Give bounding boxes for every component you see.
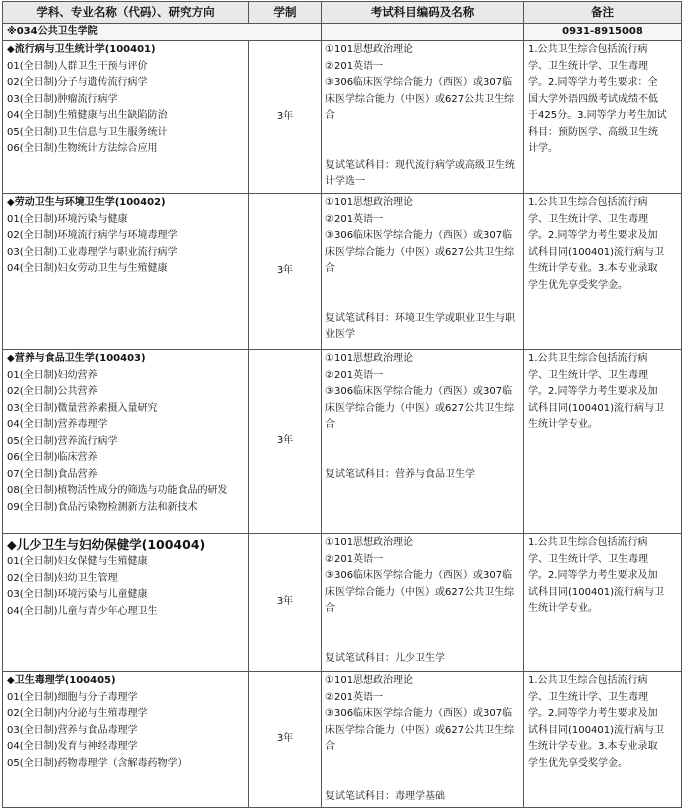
- exam-subjects-cell: [322, 194, 524, 350]
- major-cell: [3, 534, 249, 672]
- direction-item: 01(全日制)环境污染与健康: [7, 213, 128, 225]
- major-row: [3, 350, 682, 534]
- exam-subject: ③306临床医学综合能力（西医）或307临床医学综合能力（中医）或627公共卫生综合: [325, 230, 515, 274]
- exam-subject: ②201英语一: [325, 60, 384, 72]
- header-row: [3, 2, 682, 24]
- retest-subject: 复试笔试科目：儿少卫生学: [325, 652, 445, 664]
- exam-subject: ①101思想政治理论: [325, 44, 414, 55]
- spacer: [325, 125, 519, 158]
- exam-subject: ②201英语一: [325, 553, 384, 565]
- direction-item: 05(全日制)药物毒理学（含解毒药物学）: [7, 757, 188, 769]
- direction-item: 04(全日制)生殖健康与出生缺陷防治: [7, 110, 168, 121]
- direction-item: 01(全日制)人群卫生干预与评价: [7, 60, 148, 72]
- major-title: ◆营养与食品卫生学(100403): [7, 353, 146, 364]
- direction-item: 05(全日制)营养流行病学: [7, 435, 118, 447]
- exam-subjects-cell: [322, 41, 524, 194]
- duration-cell: 3年: [249, 350, 322, 534]
- exam-subjects-cell: [322, 350, 524, 534]
- direction-item: 02(全日制)分子与遗传流行病学: [7, 77, 148, 88]
- exam-subject: ③306临床医学综合能力（西医）或307临床医学综合能力（中医）或627公共卫生综合: [325, 386, 515, 430]
- notes-cell: 1.公共卫生综合包括流行病学、卫生统计学、卫生毒理学。2.同等学力考生要求及加试科目同(100401)流行病与卫生统计学专业。3.本专业录取学生优先享受奖学金。: [524, 672, 682, 808]
- direction-item: 06(全日制)生物统计方法综合应用: [7, 143, 158, 154]
- exam-subject: ②201英语一: [325, 213, 384, 225]
- major-cell: [3, 41, 249, 194]
- duration-cell: 3年: [249, 194, 322, 350]
- major-row: [3, 41, 682, 194]
- direction-item: 03(全日制)环境污染与儿童健康: [7, 589, 148, 600]
- header-duration: 学制: [249, 2, 322, 24]
- major-row: [3, 194, 682, 350]
- exam-subject: ③306临床医学综合能力（西医）或307临床医学综合能力（中医）或627公共卫生综合: [325, 708, 515, 752]
- direction-item: 05(全日制)卫生信息与卫生服务统计: [7, 126, 168, 138]
- direction-item: 07(全日制)食品营养: [7, 468, 98, 480]
- major-cell: [3, 672, 249, 808]
- direction-item: 02(全日制)公共营养: [7, 386, 98, 397]
- major-title: ◆劳动卫生与环境卫生学(100402): [7, 197, 166, 208]
- department-spacer: [322, 24, 524, 41]
- spacer: [325, 756, 519, 789]
- direction-item: 04(全日制)儿童与青少年心理卫生: [7, 605, 158, 617]
- duration-cell: 3年: [249, 534, 322, 672]
- department-phone: 0931-8915008: [524, 24, 682, 41]
- program-table: [2, 1, 682, 808]
- notes-cell: 1.公共卫生综合包括流行病学、卫生统计学、卫生毒理学。2.同等学力考生要求：全国大学外语四级考试成绩不低于425分。3.同等学力考生加试科目：预防医学、高级卫生统计学。: [524, 41, 682, 194]
- exam-subject: ③306临床医学综合能力（西医）或307临床医学综合能力（中医）或627公共卫生综合: [325, 77, 515, 121]
- direction-item: 03(全日制)营养与食品毒理学: [7, 724, 138, 736]
- spacer: [325, 278, 519, 311]
- notes-cell: 1.公共卫生综合包括流行病学、卫生统计学、卫生毒理学。2.同等学力考生要求及加试科目同(100401)流行病与卫生统计学专业。: [524, 350, 682, 534]
- direction-item: 01(全日制)妇女保健与生殖健康: [7, 556, 148, 567]
- spacer: [325, 434, 519, 467]
- duration-cell: 3年: [249, 41, 322, 194]
- exam-subjects-cell: [322, 534, 524, 672]
- exam-subject: ②201英语一: [325, 369, 384, 381]
- direction-item: 03(全日制)工业毒理学与职业流行病学: [7, 246, 178, 258]
- direction-item: 08(全日制)植物活性成分的筛选与功能食品的研发: [7, 485, 228, 496]
- header-notes: 备注: [524, 2, 682, 24]
- major-row: [3, 672, 682, 808]
- direction-item: 04(全日制)发育与神经毒理学: [7, 741, 138, 752]
- retest-subject: 复试笔试科目：环境卫生学或职业卫生与职业医学: [325, 312, 515, 340]
- duration-cell: 3年: [249, 672, 322, 808]
- spacer: [325, 618, 519, 651]
- exam-subject: ①101思想政治理论: [325, 353, 414, 364]
- exam-subject: ①101思想政治理论: [325, 675, 414, 686]
- notes-cell: 1.公共卫生综合包括流行病学、卫生统计学、卫生毒理学。2.同等学力考生要求及加试科目同(100401)流行病与卫生统计学专业。: [524, 534, 682, 672]
- major-cell: [3, 194, 249, 350]
- direction-item: 01(全日制)妇幼营养: [7, 369, 98, 381]
- direction-item: 02(全日制)内分泌与生殖毒理学: [7, 708, 148, 719]
- direction-item: 04(全日制)妇女劳动卫生与生殖健康: [7, 263, 168, 274]
- direction-item: 01(全日制)细胞与分子毒理学: [7, 691, 138, 703]
- major-row: [3, 534, 682, 672]
- exam-subjects-cell: [322, 672, 524, 808]
- exam-subject: ①101思想政治理论: [325, 537, 414, 548]
- direction-item: 04(全日制)营养毒理学: [7, 419, 108, 430]
- major-cell: [3, 350, 249, 534]
- retest-subject: 复试笔试科目：毒理学基础: [325, 790, 445, 802]
- direction-item: 03(全日制)肿瘤流行病学: [7, 93, 118, 105]
- major-title: ◆流行病与卫生统计学(100401): [7, 44, 156, 55]
- notes-cell: 1.公共卫生综合包括流行病学、卫生统计学、卫生毒理学。2.同等学力考生要求及加试科目同(100401)流行病与卫生统计学专业。3.本专业录取学生优先享受奖学金。: [524, 194, 682, 350]
- exam-subject: ③306临床医学综合能力（西医）或307临床医学综合能力（中医）或627公共卫生综合: [325, 570, 515, 614]
- exam-subject: ①101思想政治理论: [325, 197, 414, 208]
- retest-subject: 复试笔试科目：营养与食品卫生学: [325, 468, 475, 480]
- header-major: 学科、专业名称（代码）、研究方向: [3, 2, 249, 24]
- major-title: ◆儿少卫生与妇幼保健学(100404): [7, 537, 206, 552]
- retest-subject: 复试笔试科目：现代流行病学或高级卫生统计学选一: [325, 159, 515, 187]
- direction-item: 09(全日制)食品污染物检测新方法和新技术: [7, 501, 198, 513]
- department-row: [3, 24, 682, 41]
- header-exam-subjects: 考试科目编码及名称: [322, 2, 524, 24]
- major-title: ◆卫生毒理学(100405): [7, 675, 116, 686]
- direction-item: 02(全日制)妇幼卫生管理: [7, 572, 118, 584]
- exam-subject: ②201英语一: [325, 691, 384, 703]
- direction-item: 02(全日制)环境流行病学与环境毒理学: [7, 230, 178, 241]
- direction-item: 06(全日制)临床营养: [7, 452, 98, 463]
- direction-item: 03(全日制)微量营养素摄入量研究: [7, 402, 158, 414]
- department-name: ※034公共卫生学院: [3, 24, 322, 41]
